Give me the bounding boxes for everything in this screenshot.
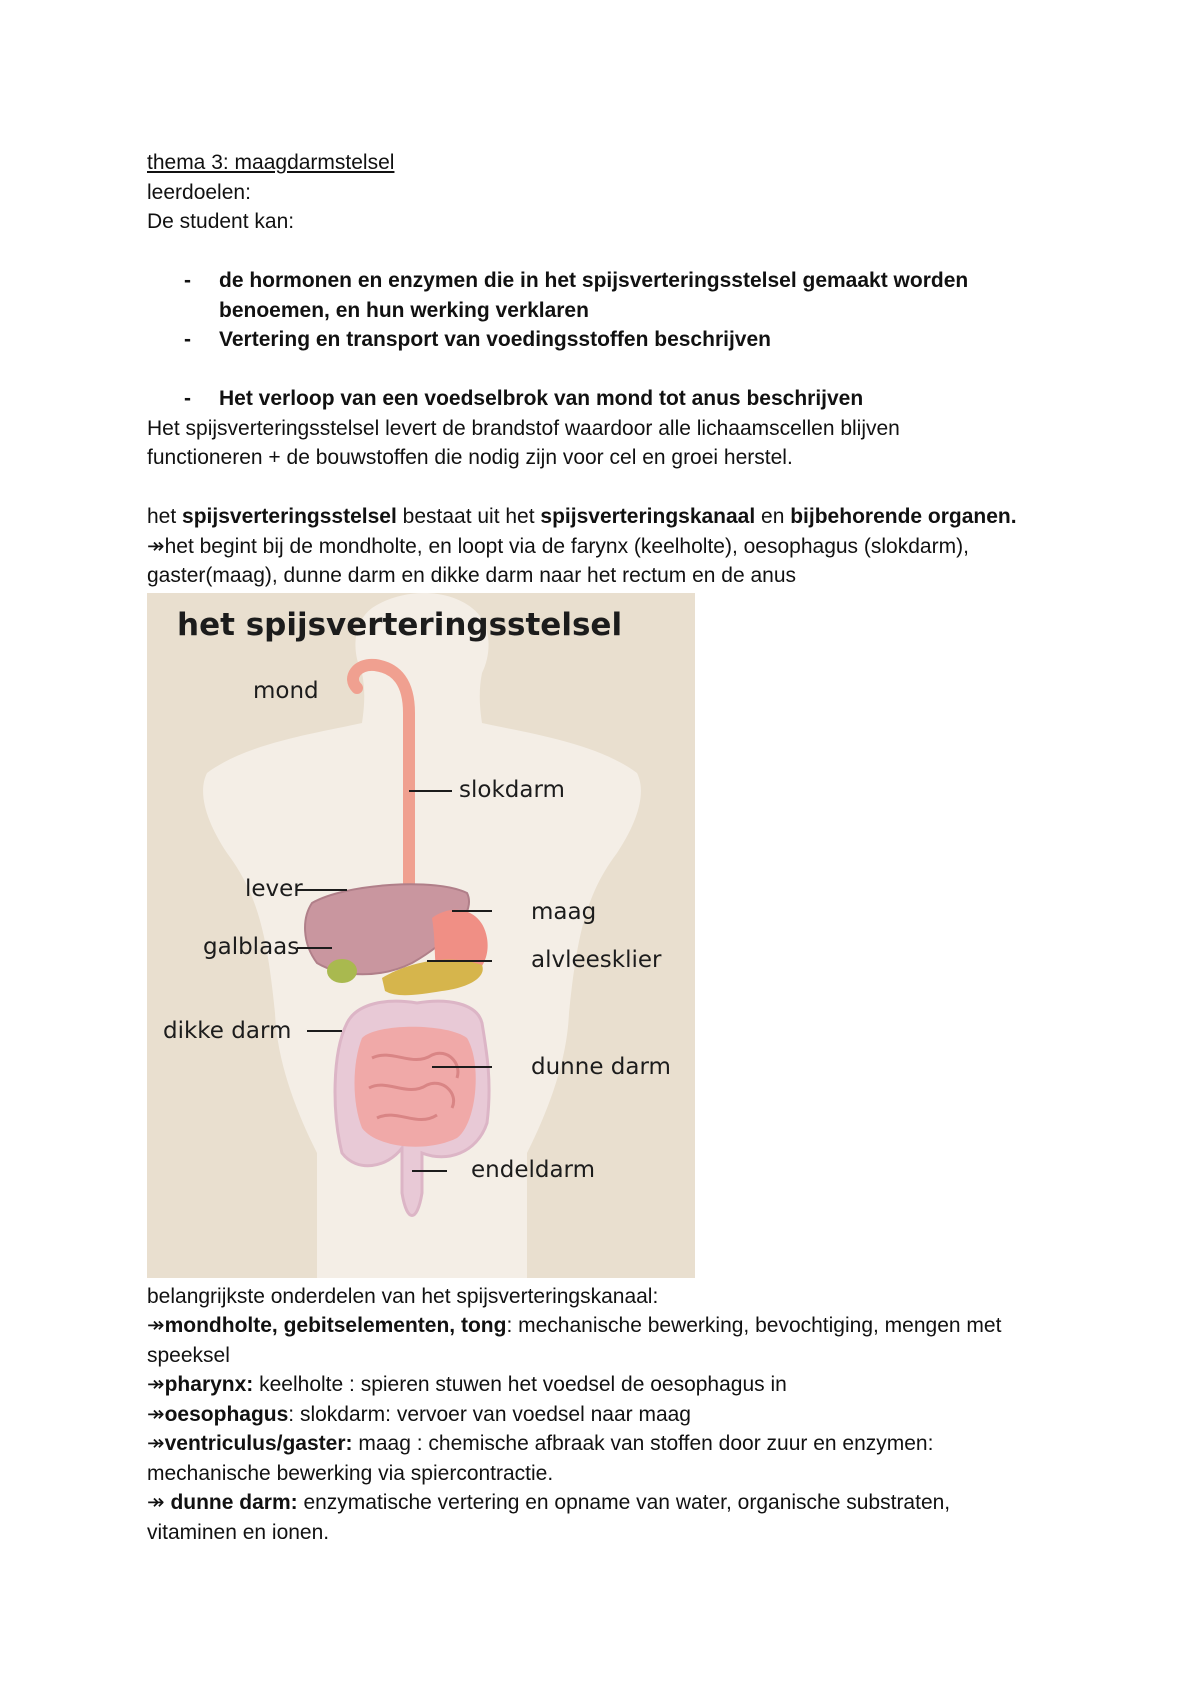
bullet-dash: -	[184, 387, 191, 410]
route-line: ↠het begint bij de mondholte, en loopt via de farynx (keelholte), oesophagus (slokdarm),	[147, 534, 969, 558]
arrow-glyph: ↠	[147, 1373, 165, 1396]
text-run: bestaat uit het	[396, 505, 541, 528]
goals-label: leerdoelen:	[147, 180, 251, 204]
goal-text: Vertering en transport van voedingsstoffen beschrijven	[219, 328, 771, 351]
part-term: pharynx:	[164, 1373, 254, 1396]
label-mond: mond	[253, 677, 319, 704]
parts-intro: belangrijkste onderdelen van het spijsverteringskanaal:	[147, 1284, 659, 1308]
label-slokdarm: slokdarm	[459, 776, 565, 803]
structure-sentence	[147, 502, 1067, 532]
label-maag: maag	[531, 898, 597, 925]
part-term: ventriculus/gaster:	[164, 1432, 353, 1455]
intro-line: Het spijsverteringsstelsel levert de brandstof waardoor alle lichaamscellen blijven	[147, 416, 900, 440]
part-item	[147, 1370, 1067, 1400]
arrow-glyph: ↠	[147, 1314, 165, 1337]
digestive-system-figure	[147, 593, 695, 1278]
bold-term: spijsverteringsstelsel	[182, 505, 397, 528]
text-run: en	[755, 505, 791, 528]
spacer	[147, 473, 1067, 503]
label-alvleesklier: alvleesklier	[531, 946, 662, 973]
page-title: thema 3: maagdarmstelsel	[147, 151, 395, 174]
goal-item	[147, 266, 1079, 325]
bullet-dash: -	[184, 269, 191, 292]
arrow-glyph: ↠	[147, 1402, 165, 1426]
bullet-dash: -	[184, 328, 191, 351]
arrow-glyph: ↠	[147, 1432, 165, 1455]
goal-item	[147, 384, 1079, 414]
part-description: maag : chemische afbraak van stoffen door zuur en enzymen:	[352, 1432, 934, 1455]
part-description: enzymatische vertering en opname van water, organische substraten,	[297, 1491, 951, 1514]
route-line: gaster(maag), dunne darm en dikke darm naar het rectum en de anus	[147, 564, 797, 587]
label-lever: lever	[245, 875, 303, 902]
part-item-continuation: speeksel	[147, 1343, 230, 1367]
part-item	[147, 1429, 1067, 1459]
goal-text: de hormonen en enzymen die in het spijsverteringsstelsel gemaakt worden benoemen, en hun werking verklaren	[219, 269, 969, 322]
student-label: De student kan:	[147, 210, 295, 233]
part-item-continuation: vitaminen en ionen.	[147, 1520, 330, 1544]
text-run: het	[147, 505, 183, 528]
label-dikke-darm: dikke darm	[163, 1017, 292, 1044]
gallbladder	[327, 959, 357, 983]
spacer	[147, 237, 1067, 267]
arrow-glyph: ↠	[147, 1491, 171, 1514]
part-item	[147, 1311, 1067, 1341]
bold-term: spijsverteringskanaal	[540, 505, 756, 528]
spacer	[147, 355, 1067, 385]
part-item	[147, 1488, 1067, 1518]
part-item-continuation: mechanische bewerking via spiercontractie.	[147, 1461, 554, 1485]
figure-title: het spijsverteringsstelsel	[177, 606, 623, 643]
part-term: mondholte, gebitselementen, tong	[164, 1314, 507, 1337]
document-page	[147, 148, 1067, 1547]
goal-text: Het verloop van een voedselbrok van mond tot anus beschrijven	[219, 387, 864, 410]
part-description: : mechanische bewerking, bevochtiging, mengen met	[506, 1314, 1002, 1337]
part-term: dunne darm:	[170, 1491, 298, 1514]
part-item	[147, 1400, 1067, 1430]
bold-term: bijbehorende organen.	[790, 505, 1017, 528]
part-description: : slokdarm: vervoer van voedsel naar maag	[288, 1402, 691, 1426]
label-endeldarm: endeldarm	[471, 1156, 596, 1183]
label-galblaas: galblaas	[203, 933, 300, 960]
goal-item	[147, 325, 1079, 355]
part-description: keelholte : spieren stuwen het voedsel de oesophagus in	[253, 1373, 787, 1396]
part-term: oesophagus	[164, 1402, 289, 1426]
label-dunne-darm: dunne darm	[531, 1053, 671, 1080]
intro-line: functioneren + de bouwstoffen die nodig zijn voor cel en groei herstel.	[147, 446, 793, 469]
